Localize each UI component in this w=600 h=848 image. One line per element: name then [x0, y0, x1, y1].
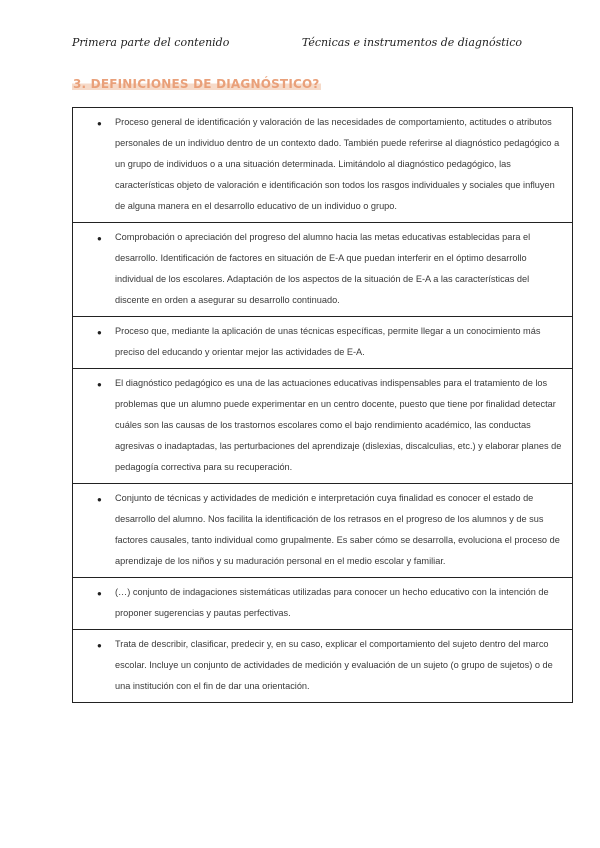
definition-text: Proceso general de identificación y valoración de las necesidades de comportamiento, actitudes o atributos personales de un individuo dentro de un contexto dado. También puede referirse al diagnóstico pedagógico a un grupo de individuos o a una situación determinada. Limitándolo al diagnóstico pedagógico, las características objeto de valoración e identificación son todos los rasgos individuales y sociales que influyen de alguna manera en el desarrollo educativo de un individuo o grupo.	[115, 117, 560, 211]
header-right-text: Técnicas e instrumentos de diagnóstico	[301, 36, 522, 49]
definition-row	[73, 483, 572, 577]
definition-text: (…) conjunto de indagaciones sistemáticas utilizadas para conocer un hecho educativo con la intención de proponer sugerencias y pautas perfectivas.	[115, 587, 549, 618]
bullet-icon: ●	[97, 234, 102, 243]
page-header	[72, 36, 522, 49]
definition-row	[73, 577, 572, 629]
definition-text: El diagnóstico pedagógico es una de las actuaciones educativas indispensables para el tratamiento de los problemas que un alumno puede experimentar en un centro docente, puesto que tiene por finalidad detectar cuáles son las causas de los trastornos escolares como el bajo rendimiento académico, las conductas agresivas o inadaptadas, las perturbaciones del aprendizaje (dislexias, discalculias, etc.) y elaborar planes de pedagogía correctiva para su recuperación.	[115, 378, 562, 472]
definition-row	[73, 629, 572, 702]
bullet-icon: ●	[97, 589, 102, 598]
section-title	[72, 77, 321, 91]
definition-text: Conjunto de técnicas y actividades de medición e interpretación cuya finalidad es conocer el estado de desarrollo del alumno. Nos facilita la identificación de los retrasos en el progreso de los alumnos y de sus factores causales, tanto individual como grupalmente. Es saber cómo se desarrolla, evoluciona el proceso de aprendizaje de los niños y su maduración personal en el medio escolar y familiar.	[115, 493, 560, 566]
definition-text: Trata de describir, clasificar, predecir y, en su caso, explicar el comportamiento del sujeto dentro del marco escolar. Incluye un conjunto de actividades de medición y evaluación de un sujeto (o grupo de sujetos) o de una institución con el fin de dar una orientación.	[115, 639, 553, 691]
definition-text: Proceso que, mediante la aplicación de unas técnicas específicas, permite llegar a un conocimiento más preciso del educando y orientar mejor las actividades de E-A.	[115, 326, 541, 357]
bullet-icon: ●	[97, 641, 102, 650]
definition-row	[73, 108, 572, 222]
section-title-text: 3. DEFINICIONES DE DIAGNÓSTICO?	[73, 77, 320, 91]
bullet-icon: ●	[97, 495, 102, 504]
bullet-icon: ●	[97, 380, 102, 389]
definitions-table	[72, 107, 573, 703]
definition-text: Comprobación o apreciación del progreso del alumno hacia las metas educativas establecidas para el desarrollo. Identificación de factores en situación de E-A que puedan interferir en el óptimo desarrollo individual de los escolares. Adaptación de los aspectos de la situación de E-A a las características del discente en orden a asegurar su desarrollo continuado.	[115, 232, 531, 305]
header-left-text: Primera parte del contenido	[72, 36, 230, 49]
definition-row	[73, 316, 572, 368]
bullet-icon: ●	[97, 119, 102, 128]
bullet-icon: ●	[97, 328, 102, 337]
definition-row	[73, 222, 572, 316]
definition-row	[73, 368, 572, 483]
